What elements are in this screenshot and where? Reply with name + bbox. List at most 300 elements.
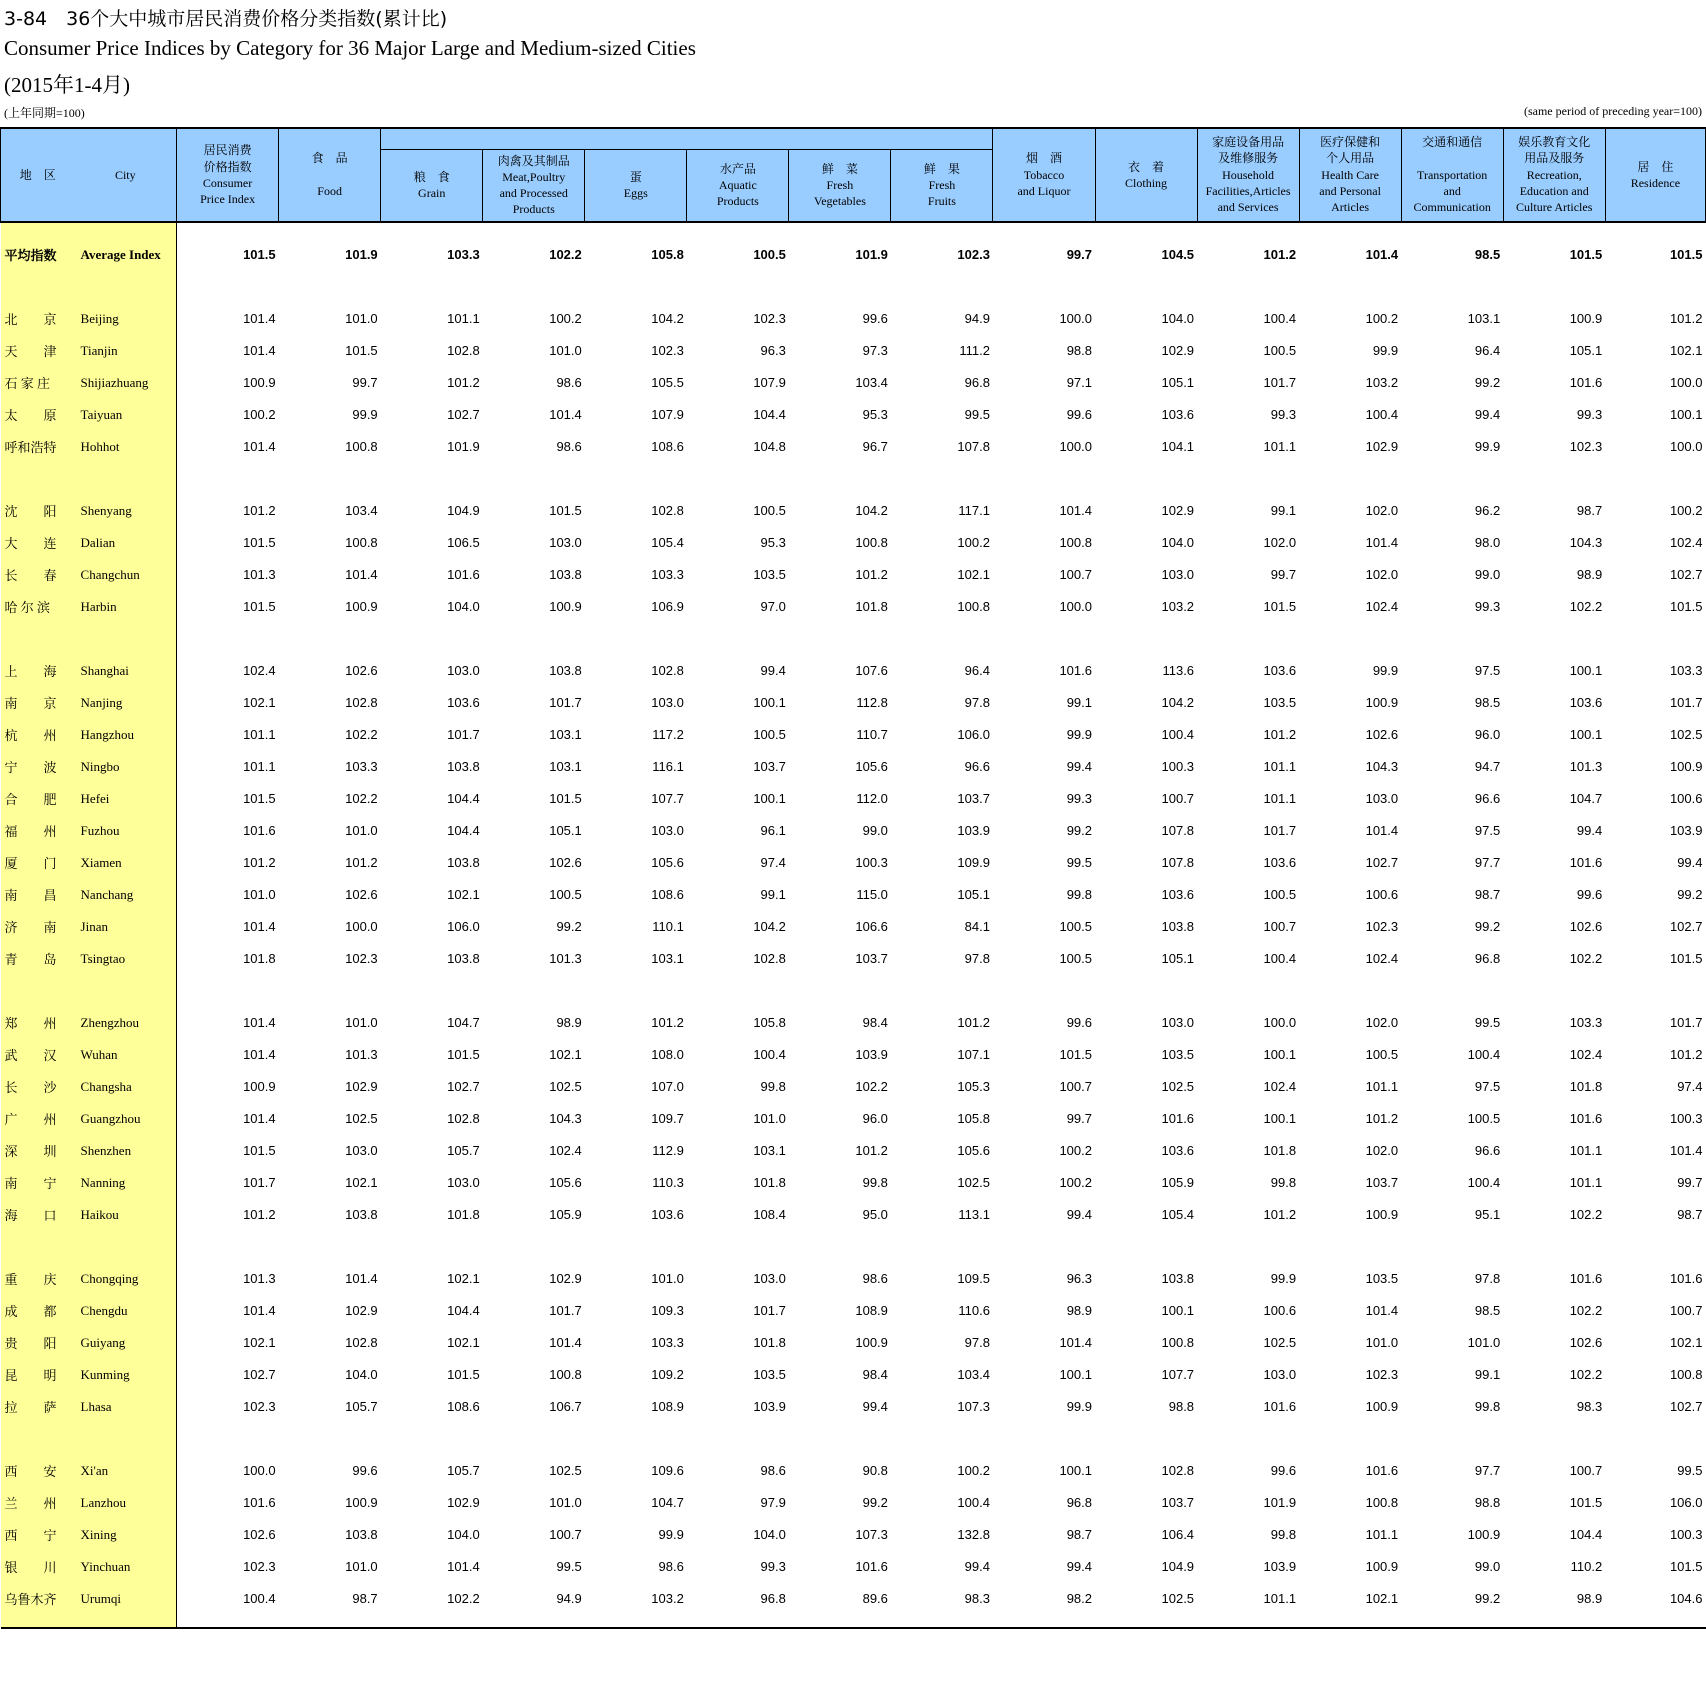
region-name-zh: 合 肥 — [1, 783, 75, 815]
spacer-cell — [1, 463, 75, 495]
index-value-cell: 101.5 — [243, 535, 276, 550]
index-value-cell: 96.1 — [760, 823, 786, 838]
index-value-cell: 100.5 — [1365, 1047, 1399, 1062]
index-value-cell: 99.4 — [1066, 1559, 1092, 1574]
index-value-cell: 101.1 — [1365, 1079, 1399, 1094]
spacer-cell — [1605, 463, 1705, 495]
table-row — [1, 751, 1706, 783]
index-value-cell: 107.0 — [651, 1079, 684, 1094]
index-value-cell: 106.6 — [855, 919, 888, 934]
spacer-cell — [75, 975, 177, 1007]
spacer-cell — [993, 975, 1095, 1007]
index-value-cell: 100.1 — [1059, 1463, 1092, 1478]
index-value-cell: 101.1 — [1263, 791, 1297, 806]
index-value-cell: 101.4 — [447, 1559, 480, 1574]
index-value-cell: 103.6 — [651, 1207, 684, 1222]
index-value-cell: 101.4 — [549, 1335, 582, 1350]
index-value-cell: 98.9 — [1066, 1303, 1092, 1318]
index-value-cell: 103.3 — [1569, 1015, 1603, 1030]
index-value-cell: 101.7 — [1669, 695, 1703, 710]
spacer-cell — [381, 623, 483, 655]
index-value-cell: 98.8 — [1474, 1495, 1501, 1510]
index-value-cell: 99.0 — [1474, 567, 1501, 582]
index-value-cell: 104.7 — [447, 1015, 480, 1030]
index-value-cell: 101.0 — [1365, 1335, 1399, 1350]
index-value-cell: 105.1 — [549, 823, 582, 838]
index-value-cell: 101.5 — [345, 343, 378, 358]
index-value-cell: 97.7 — [1474, 855, 1501, 870]
spacer-cell — [483, 463, 585, 495]
index-value-cell: 100.9 — [1669, 759, 1703, 774]
index-value-cell: 108.6 — [447, 1399, 480, 1414]
spacer-cell — [381, 1423, 483, 1455]
index-value-cell: 99.5 — [1474, 1015, 1501, 1030]
index-value-cell: 102.8 — [651, 503, 684, 518]
spacer-cell — [381, 271, 483, 303]
index-value-cell: 101.5 — [447, 1367, 480, 1382]
spacer-cell — [279, 1423, 381, 1455]
region-name-zh: 兰 州 — [1, 1487, 75, 1519]
index-value-cell: 101.7 — [1263, 823, 1297, 838]
table-row — [1, 687, 1706, 719]
spacer-cell — [1605, 975, 1705, 1007]
header-health: 医疗保健和 个人用品 Health Care and Personal Articles — [1299, 128, 1401, 222]
index-value-cell: 102.0 — [1263, 535, 1297, 550]
city-name-en: Hohhot — [75, 431, 177, 463]
city-name-en: Shijiazhuang — [75, 367, 177, 399]
spacer-cell — [1095, 1615, 1197, 1628]
city-name-en: Wuhan — [75, 1039, 177, 1071]
spacer-cell — [789, 623, 891, 655]
index-value-cell: 105.1 — [957, 887, 990, 902]
header-household: 家庭设备用品 及维修服务 Household Facilities,Articles and Services — [1197, 128, 1299, 222]
index-value-cell: 95.3 — [862, 407, 888, 422]
spacer-cell — [993, 271, 1095, 303]
spacer-cell — [279, 463, 381, 495]
index-value-cell: 100.2 — [1365, 311, 1399, 326]
index-value-cell: 101.4 — [243, 439, 276, 454]
index-value-cell: 100.0 — [1669, 375, 1703, 390]
index-value-cell: 103.6 — [1263, 855, 1297, 870]
index-value-cell: 105.4 — [651, 535, 684, 550]
spacer-cell — [687, 271, 789, 303]
index-value-cell: 94.9 — [556, 1591, 582, 1606]
index-value-cell: 104.4 — [753, 407, 786, 422]
table-row — [1, 559, 1706, 591]
spacer-cell — [483, 271, 585, 303]
index-value-cell: 98.6 — [862, 1271, 888, 1286]
spacer-cell — [381, 1615, 483, 1628]
spacer-cell — [585, 463, 687, 495]
index-value-cell: 102.8 — [651, 663, 684, 678]
index-value-cell: 102.0 — [1365, 1143, 1399, 1158]
table-row — [1, 1583, 1706, 1615]
index-value-cell: 100.0 — [1263, 1015, 1297, 1030]
index-value-cell: 104.0 — [1161, 535, 1195, 550]
index-value-cell: 100.5 — [753, 503, 786, 518]
index-value-cell: 102.2 — [1569, 1367, 1603, 1382]
index-value-cell: 98.9 — [1576, 567, 1603, 582]
spacer-cell — [1095, 463, 1197, 495]
index-value-cell: 101.4 — [549, 407, 582, 422]
city-name-en: Tianjin — [75, 335, 177, 367]
table-row — [1, 1007, 1706, 1039]
index-value-cell: 96.4 — [964, 663, 990, 678]
header-aquatic: 水产品 Aquatic Products — [687, 150, 789, 222]
index-value-cell: 113.1 — [958, 1207, 990, 1222]
spacer-cell — [1, 975, 75, 1007]
index-value-cell: 99.4 — [1066, 1207, 1092, 1222]
index-value-cell: 103.8 — [549, 567, 582, 582]
index-value-cell: 100.9 — [345, 599, 378, 614]
index-value-cell: 101.4 — [243, 343, 276, 358]
region-name-zh: 贵 阳 — [1, 1327, 75, 1359]
spacer-cell — [381, 1231, 483, 1263]
index-value-cell: 102.0 — [1365, 1015, 1399, 1030]
index-value-cell: 96.8 — [760, 1591, 786, 1606]
index-value-cell: 98.7 — [1474, 887, 1501, 902]
region-name-zh: 上 海 — [1, 655, 75, 687]
index-value-cell: 104.0 — [1161, 311, 1195, 326]
index-value-cell: 103.1 — [753, 1143, 786, 1158]
index-value-cell: 101.2 — [1669, 311, 1703, 326]
index-value-cell: 101.5 — [549, 503, 582, 518]
index-value-cell: 100.2 — [549, 311, 582, 326]
index-value-cell: 101.7 — [549, 695, 582, 710]
index-value-cell: 102.2 — [1569, 951, 1603, 966]
base-note-en: (same period of preceding year=100) — [1523, 104, 1702, 118]
index-value-cell: 102.2 — [1569, 1207, 1603, 1222]
index-value-cell: 98.4 — [862, 1015, 888, 1030]
spacer-cell — [1197, 1423, 1299, 1455]
index-value-cell: 100.9 — [855, 1335, 888, 1350]
spacer-cell — [789, 975, 891, 1007]
spacer-cell — [1401, 1423, 1503, 1455]
spacer-cell — [381, 975, 483, 1007]
index-value-cell: 108.4 — [753, 1207, 786, 1222]
index-value-cell: 98.7 — [352, 1591, 378, 1606]
index-value-cell: 101.5 — [1669, 247, 1703, 262]
table-row — [1, 655, 1706, 687]
index-value-cell: 101.1 — [1569, 1143, 1603, 1158]
index-value-cell: 109.3 — [651, 1303, 684, 1318]
index-value-cell: 100.1 — [1569, 663, 1603, 678]
table-row — [1, 911, 1706, 943]
table-row — [1, 879, 1706, 911]
index-value-cell: 98.7 — [1066, 1527, 1092, 1542]
index-value-cell: 100.1 — [1161, 1303, 1195, 1318]
spacer-cell — [1299, 271, 1401, 303]
city-name-en: Changchun — [75, 559, 177, 591]
index-value-cell: 104.3 — [1365, 759, 1399, 774]
city-name-en: Xi'an — [75, 1455, 177, 1487]
index-value-cell: 104.2 — [1161, 695, 1195, 710]
english-title: Consumer Price Indices by Category for 36 Major Large and Medium-sized Cities — [4, 36, 696, 60]
index-value-cell: 99.9 — [1474, 439, 1501, 454]
index-value-cell: 102.9 — [345, 1079, 378, 1094]
spacer-row — [1, 975, 1706, 1007]
spacer-cell — [1503, 623, 1605, 655]
index-value-cell: 103.8 — [447, 759, 480, 774]
index-value-cell: 104.0 — [447, 1527, 480, 1542]
index-value-cell: 101.6 — [1569, 855, 1603, 870]
index-value-cell: 102.7 — [447, 407, 480, 422]
index-value-cell: 96.0 — [862, 1111, 888, 1126]
index-value-cell: 99.6 — [1270, 1463, 1297, 1478]
index-value-cell: 96.0 — [1474, 727, 1501, 742]
spacer-cell — [1299, 975, 1401, 1007]
index-value-cell: 98.6 — [556, 375, 582, 390]
spacer-cell — [1095, 271, 1197, 303]
index-value-cell: 100.4 — [957, 1495, 990, 1510]
index-value-cell: 106.9 — [651, 599, 684, 614]
table-row — [1, 1519, 1706, 1551]
index-value-cell: 101.3 — [1569, 759, 1603, 774]
index-value-cell: 100.0 — [345, 919, 378, 934]
index-value-cell: 102.3 — [1365, 1367, 1399, 1382]
index-value-cell: 102.3 — [957, 247, 990, 262]
spacer-cell — [1299, 1231, 1401, 1263]
spacer-cell — [75, 1615, 177, 1628]
index-value-cell: 99.4 — [862, 1399, 888, 1414]
index-value-cell: 101.0 — [345, 311, 378, 326]
index-value-cell: 102.7 — [447, 1079, 480, 1094]
index-value-cell: 102.9 — [447, 1495, 480, 1510]
index-value-cell: 101.6 — [243, 823, 276, 838]
index-value-cell: 101.6 — [1263, 1399, 1297, 1414]
index-value-cell: 100.2 — [1059, 1175, 1092, 1190]
index-value-cell: 101.7 — [243, 1175, 276, 1190]
index-value-cell: 105.6 — [549, 1175, 582, 1190]
spacer-cell — [75, 1423, 177, 1455]
index-value-cell: 99.8 — [1066, 887, 1092, 902]
index-value-cell: 103.0 — [651, 823, 684, 838]
index-value-cell: 99.5 — [1677, 1463, 1703, 1478]
index-value-cell: 102.3 — [753, 311, 786, 326]
spacer-cell — [279, 1615, 381, 1628]
index-value-cell: 117.1 — [958, 503, 990, 518]
index-value-cell: 104.0 — [447, 599, 480, 614]
index-value-cell: 102.3 — [243, 1559, 276, 1574]
index-value-cell: 101.5 — [549, 791, 582, 806]
index-value-cell: 100.7 — [1669, 1303, 1703, 1318]
index-value-cell: 84.1 — [964, 919, 990, 934]
spacer-cell — [177, 1615, 279, 1628]
index-value-cell: 103.4 — [345, 503, 378, 518]
index-value-cell: 101.8 — [753, 1335, 786, 1350]
header-city: City — [75, 128, 177, 222]
index-value-cell: 100.8 — [345, 535, 378, 550]
index-value-cell: 100.5 — [1263, 343, 1297, 358]
index-value-cell: 106.5 — [447, 535, 480, 550]
spacer-cell — [1605, 1231, 1705, 1263]
city-name-en: Taiyuan — [75, 399, 177, 431]
index-value-cell: 102.1 — [447, 887, 480, 902]
index-value-cell: 107.3 — [957, 1399, 990, 1414]
index-value-cell: 102.1 — [447, 1271, 480, 1286]
index-value-cell: 96.7 — [862, 439, 888, 454]
spacer-cell — [1, 1423, 75, 1455]
index-value-cell: 99.0 — [1474, 1559, 1501, 1574]
index-value-cell: 98.5 — [1474, 695, 1501, 710]
spacer-cell — [585, 623, 687, 655]
spacer-cell — [891, 975, 993, 1007]
index-value-cell: 102.2 — [345, 727, 378, 742]
index-value-cell: 101.3 — [243, 1271, 276, 1286]
index-value-cell: 101.1 — [1263, 1591, 1297, 1606]
index-value-cell: 98.6 — [760, 1463, 786, 1478]
city-name-en: Beijing — [75, 303, 177, 335]
index-value-cell: 99.7 — [1066, 247, 1092, 262]
spacer-cell — [1401, 975, 1503, 1007]
index-value-cell: 103.6 — [447, 695, 480, 710]
city-name-en: Changsha — [75, 1071, 177, 1103]
spacer-cell — [891, 222, 993, 239]
index-value-cell: 100.5 — [1263, 887, 1297, 902]
index-value-cell: 95.3 — [760, 535, 786, 550]
spacer-cell — [585, 271, 687, 303]
index-value-cell: 102.2 — [549, 247, 582, 262]
index-value-cell: 105.5 — [651, 375, 684, 390]
region-name-zh: 银 川 — [1, 1551, 75, 1583]
index-value-cell: 100.7 — [1569, 1463, 1603, 1478]
index-value-cell: 132.8 — [957, 1527, 990, 1542]
index-value-cell: 102.4 — [1263, 1079, 1297, 1094]
spacer-cell — [891, 1231, 993, 1263]
region-name-zh: 青 岛 — [1, 943, 75, 975]
index-value-cell: 99.2 — [1474, 919, 1501, 934]
index-value-cell: 104.9 — [447, 503, 480, 518]
index-value-cell: 96.8 — [1474, 951, 1501, 966]
city-name-en: Shanghai — [75, 655, 177, 687]
region-name-zh: 郑 州 — [1, 1007, 75, 1039]
index-value-cell: 101.2 — [345, 855, 378, 870]
index-value-cell: 100.9 — [1365, 1559, 1399, 1574]
index-value-cell: 100.9 — [345, 1495, 378, 1510]
index-value-cell: 102.1 — [1669, 1335, 1703, 1350]
header-meat: 肉禽及其制品 Meat,Poultry and Processed Products — [483, 150, 585, 222]
index-value-cell: 112.9 — [652, 1143, 684, 1158]
index-value-cell: 98.3 — [964, 1591, 990, 1606]
table-row — [1, 1263, 1706, 1295]
index-value-cell: 96.3 — [1066, 1271, 1092, 1286]
spacer-cell — [177, 222, 279, 239]
index-value-cell: 99.4 — [1474, 407, 1501, 422]
spacer-cell — [1, 1615, 75, 1628]
index-value-cell: 104.0 — [753, 1527, 786, 1542]
spacer-cell — [1605, 1615, 1705, 1628]
index-value-cell: 102.7 — [1669, 1399, 1703, 1414]
index-value-cell: 102.8 — [753, 951, 786, 966]
index-value-cell: 99.2 — [1474, 375, 1501, 390]
city-name-en: Dalian — [75, 527, 177, 559]
spacer-cell — [1299, 222, 1401, 239]
spacer-cell — [687, 975, 789, 1007]
index-value-cell: 108.0 — [651, 1047, 684, 1062]
table-row — [1, 495, 1706, 527]
index-value-cell: 101.5 — [447, 1047, 480, 1062]
region-name-zh: 深 圳 — [1, 1135, 75, 1167]
index-value-cell: 104.7 — [651, 1495, 684, 1510]
index-value-cell: 102.3 — [1365, 919, 1399, 934]
city-name-en: Nanning — [75, 1167, 177, 1199]
index-value-cell: 103.6 — [1161, 407, 1195, 422]
index-value-cell: 97.5 — [1474, 823, 1501, 838]
index-value-cell: 105.9 — [1161, 1175, 1195, 1190]
index-value-cell: 103.9 — [1263, 1559, 1297, 1574]
index-value-cell: 101.8 — [1263, 1143, 1297, 1158]
index-value-cell: 102.7 — [1669, 567, 1703, 582]
index-value-cell: 112.8 — [856, 695, 888, 710]
index-value-cell: 102.9 — [1161, 503, 1195, 518]
index-value-cell: 104.9 — [1161, 1559, 1195, 1574]
index-value-cell: 96.4 — [1474, 343, 1501, 358]
city-name-en: Ningbo — [75, 751, 177, 783]
header-region: 地 区 — [1, 128, 75, 222]
base-note-zh: (上年同期=100) — [4, 106, 85, 120]
table-row — [1, 943, 1706, 975]
index-value-cell: 109.9 — [957, 855, 990, 870]
table-row — [1, 303, 1706, 335]
index-value-cell: 99.4 — [964, 1559, 990, 1574]
index-value-cell: 98.5 — [1474, 247, 1501, 262]
index-value-cell: 103.7 — [957, 791, 990, 806]
index-value-cell: 103.8 — [1161, 919, 1195, 934]
spacer-cell — [381, 463, 483, 495]
index-value-cell: 103.3 — [1669, 663, 1703, 678]
spacer-cell — [483, 623, 585, 655]
index-value-cell: 107.7 — [1161, 1367, 1195, 1382]
index-value-cell: 101.1 — [1569, 1175, 1603, 1190]
spacer-cell — [1095, 1423, 1197, 1455]
header-grain: 粮 食 Grain — [381, 150, 483, 222]
index-value-cell: 101.6 — [1161, 1111, 1195, 1126]
spacer-cell — [687, 1423, 789, 1455]
index-value-cell: 116.1 — [652, 759, 684, 774]
index-value-cell: 101.2 — [957, 1015, 990, 1030]
spacer-cell — [483, 1615, 585, 1628]
index-value-cell: 101.8 — [243, 951, 276, 966]
index-value-cell: 100.7 — [1263, 919, 1297, 934]
index-value-cell: 96.6 — [964, 759, 990, 774]
index-value-cell: 105.7 — [345, 1399, 378, 1414]
spacer-cell — [891, 463, 993, 495]
index-value-cell: 112.0 — [856, 791, 888, 806]
spacer-cell — [687, 222, 789, 239]
index-value-cell: 100.0 — [1059, 311, 1092, 326]
index-value-cell: 101.4 — [1365, 247, 1399, 262]
index-value-cell: 101.0 — [345, 1559, 378, 1574]
region-name-zh: 昆 明 — [1, 1359, 75, 1391]
spacer-cell — [177, 1231, 279, 1263]
index-value-cell: 110.6 — [958, 1303, 990, 1318]
index-value-cell: 102.6 — [345, 887, 378, 902]
city-name-en: Shenzhen — [75, 1135, 177, 1167]
index-value-cell: 98.5 — [1474, 1303, 1501, 1318]
index-value-cell: 105.7 — [447, 1143, 480, 1158]
city-name-en: Fuzhou — [75, 815, 177, 847]
index-value-cell: 102.5 — [345, 1111, 378, 1126]
index-value-cell: 102.8 — [345, 1335, 378, 1350]
index-value-cell: 101.9 — [345, 247, 378, 262]
index-value-cell: 103.1 — [651, 951, 684, 966]
index-value-cell: 100.0 — [243, 1463, 276, 1478]
index-value-cell: 103.8 — [345, 1207, 378, 1222]
index-value-cell: 103.4 — [957, 1367, 990, 1382]
table-row — [1, 783, 1706, 815]
index-value-cell: 102.6 — [1569, 919, 1603, 934]
table-row — [1, 1487, 1706, 1519]
